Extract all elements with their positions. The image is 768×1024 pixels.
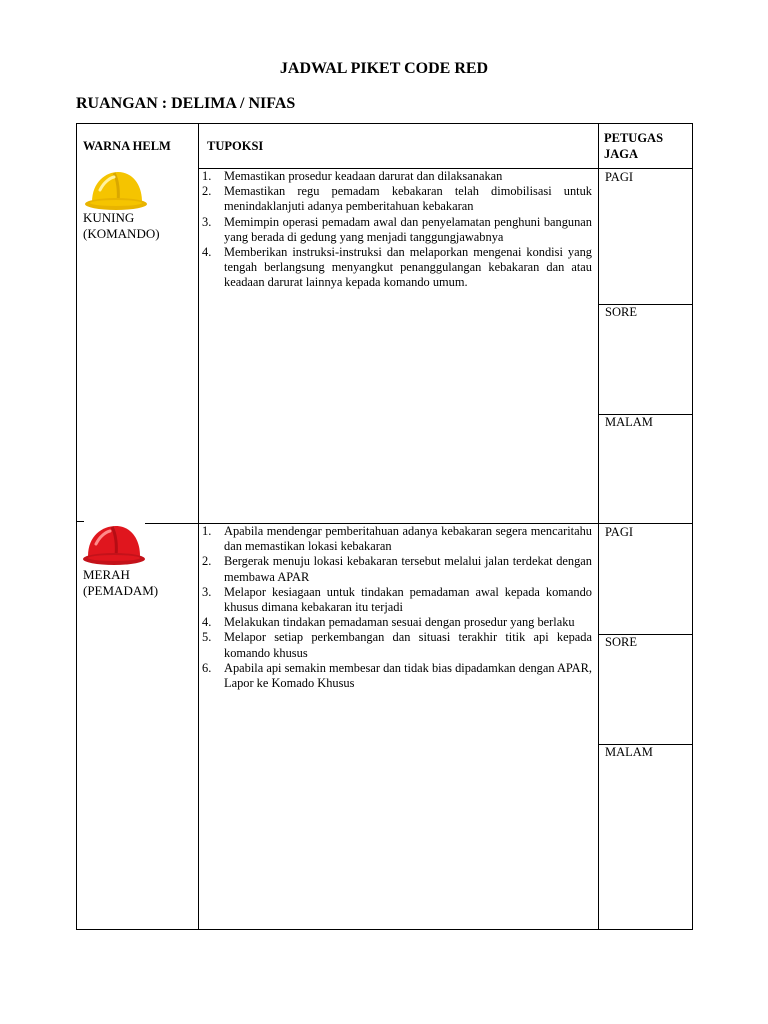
document-title: JADWAL PIKET CODE RED — [279, 60, 489, 77]
duty-text: Melapor setiap perkembangan dan situasi terakhir titik api kepada komando khusus — [224, 630, 592, 660]
shift-sore-2: SORE — [605, 635, 637, 649]
column-divider-2 — [598, 123, 599, 930]
table-border-right — [692, 123, 693, 930]
duty-text: Memastikan prosedur keadaan darurat dan dilaksanakan — [224, 169, 503, 183]
duties-list-pemadam — [199, 524, 592, 691]
list-item: 4. Melakukan tindakan pemadaman sesuai dengan prosedur yang berlaku — [202, 615, 575, 630]
helmet-label-yellow — [83, 210, 160, 242]
yellow-helmet-icon — [84, 170, 148, 212]
duty-text: Melakukan tindakan pemadaman sesuai dengan prosedur yang berlaku — [224, 615, 575, 630]
shift-pagi-2: PAGI — [605, 525, 634, 539]
duty-text: Bergerak menuju lokasi kebakaran tersebut melalui jalan terdekat dengan membawa APAR — [224, 554, 592, 584]
shift-malam-1: MALAM — [605, 415, 653, 429]
list-item: 3. Memimpin operasi pemadam awal dan penyelamatan penghuni bangunan yang berada di gedung yang menjadi tanggungjawabnya — [202, 214, 592, 244]
helmet-label-red-line2: (PEMADAM) — [83, 583, 159, 598]
row-divider-stub — [76, 521, 84, 522]
table-border-left — [76, 123, 77, 930]
duty-text: Memastikan regu pemadam kebakaran telah dimobilisasi untuk menindaklanjuti adanya pemberitahuan kebakaran — [224, 184, 592, 214]
list-item: 1. Memastikan prosedur keadaan darurat dan dilaksanakan — [202, 169, 503, 183]
helmet-brim-shade — [88, 555, 140, 561]
list-item: 2. Bergerak menuju lokasi kebakaran tersebut melalui jalan terdekat dengan membawa APAR — [202, 554, 592, 584]
list-item: 5. Melapor setiap perkembangan dan situasi terakhir titik api kepada komando khusus — [202, 630, 592, 660]
shift-pagi-1: PAGI — [605, 170, 634, 184]
list-item: 6. Apabila api semakin membesar dan tidak bias dipadamkan dengan APAR, Lapor ke Komado Khusus — [202, 660, 592, 691]
header-duties: TUPOKSI — [207, 139, 264, 153]
red-helmet-icon — [82, 524, 146, 568]
table-border-bottom — [76, 929, 693, 930]
duty-text: Apabila mendengar pemberitahuan adanya kebakaran segera mencaritahu dan memastikan lokasi kebakaran — [224, 524, 592, 554]
shift-sore-1: SORE — [605, 305, 637, 319]
helmet-label-yellow-line1: KUNING — [83, 210, 135, 225]
duties-list-komando — [199, 169, 592, 291]
list-item: 4. Memberikan instruksi-instruksi dan melaporkan mengenai kondisi yang tengah berlangsung menyangkut penanggulangan kebakaran dan atau keadaan darurat lainnya kepada komando umum. — [202, 245, 592, 290]
list-item: 2. Memastikan regu pemadam kebakaran telah dimobilisasi untuk menindaklanjuti adanya pemberitahuan kebakaran — [202, 184, 592, 214]
header-staff-on-duty: PETUGAS JAGA — [604, 131, 664, 161]
helmet-label-red — [83, 567, 158, 599]
list-item: 1. Apabila mendengar pemberitahuan adanya kebakaran segera mencaritahu dan memastikan lokasi kebakaran — [202, 524, 592, 554]
room-line: RUANGAN : DELIMA / NIFAS — [76, 95, 296, 112]
header-helmet-color: WARNA HELM — [83, 139, 171, 153]
duty-text: Apabila api semakin membesar dan tidak bias dipadamkan dengan APAR, Lapor ke Komado Khusus — [224, 660, 592, 691]
duty-text: Memberikan instruksi-instruksi dan melaporkan mengenai kondisi yang tengah berlangsung menyangkut penanggulangan kebakaran dan atau keadaan darurat lainnya kepada komando umum. — [224, 245, 592, 290]
list-item: 3. Melapor kesiagaan untuk tindakan pemadaman awal kepada komando khusus dimana kebakaran itu terjadi — [202, 584, 592, 615]
duty-text: Memimpin operasi pemadam awal dan penyelamatan penghuni bangunan yang berada di gedung yang menjadi tanggungjawabnya — [224, 214, 592, 244]
table-border-top — [76, 123, 693, 124]
duty-text: Melapor kesiagaan untuk tindakan pemadaman awal kepada komando khusus dimana kebakaran itu terjadi — [224, 584, 592, 615]
shift-malam-2: MALAM — [605, 745, 653, 759]
helmet-label-red-line1: MERAH — [83, 567, 130, 582]
helmet-brim-shade — [90, 200, 142, 206]
helmet-label-yellow-line2: (KOMANDO) — [83, 226, 160, 241]
